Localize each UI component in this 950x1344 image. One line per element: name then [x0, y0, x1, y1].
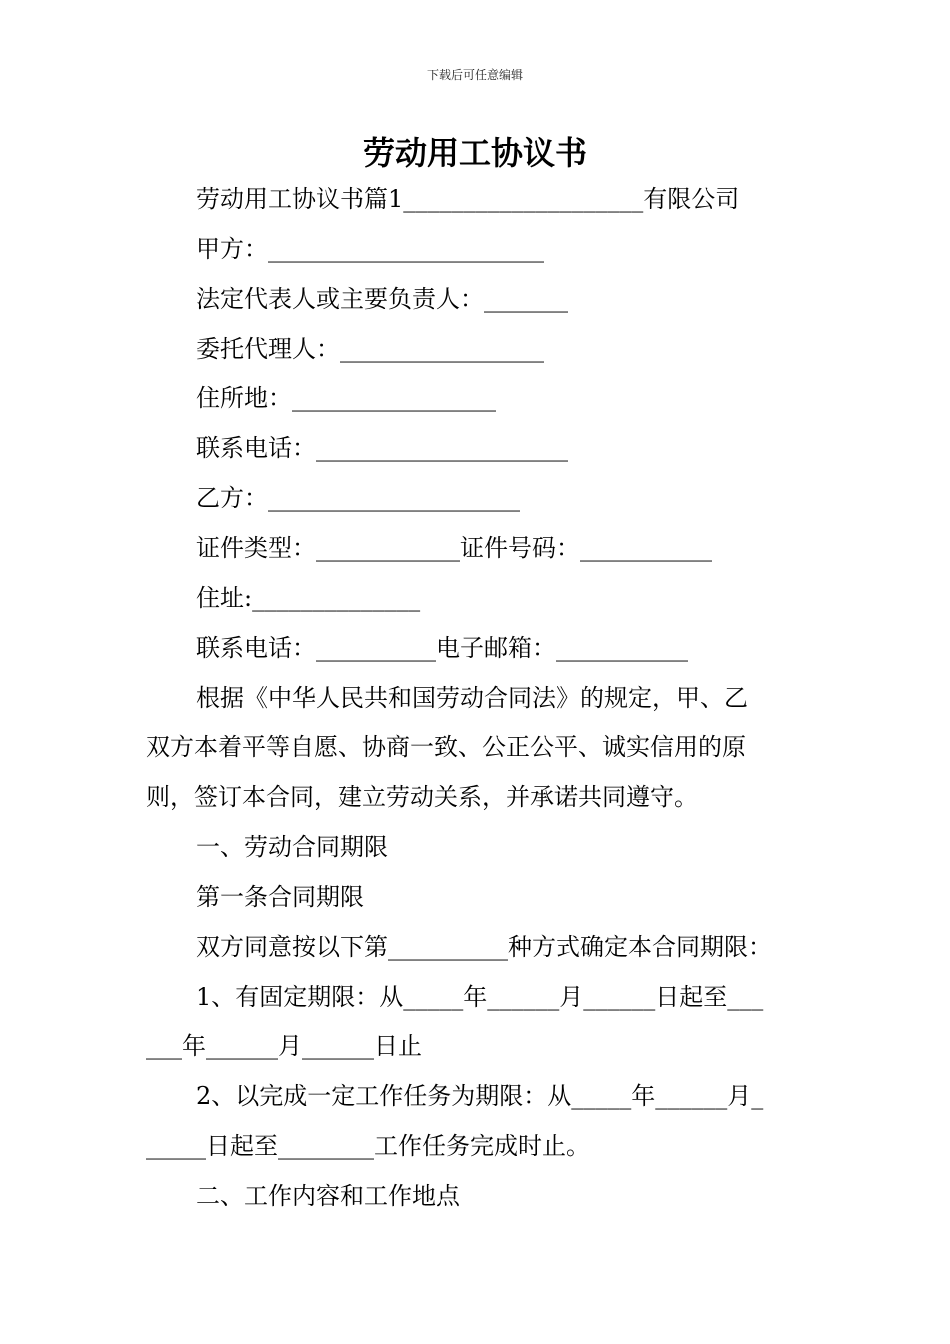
page-header: 下载后可任意编辑 [426, 68, 523, 82]
line-phone-a: 联系电话：_____________________ [196, 434, 568, 462]
line-party-a: 甲方：_______________________ [196, 235, 544, 263]
paragraph-line: _____日起至________工作任务完成时止。 [146, 1132, 590, 1160]
paragraph-line: 则，签订本合同，建立劳动关系，并承诺共同遵守。 [146, 783, 698, 811]
line-agent: 委托代理人：_________________ [196, 335, 544, 363]
line-id-type: 证件类型：____________证件号码：___________ [196, 534, 712, 562]
line-party-b: 乙方：_____________________ [196, 484, 520, 512]
paragraph-line: 根据《中华人民共和国劳动合同法》的规定，甲、乙 [196, 684, 748, 712]
line-company: 劳动用工协议书篇1____________________有限公司 [196, 185, 740, 213]
line-phone-email: 联系电话：__________电子邮箱：___________ [196, 634, 688, 662]
line-legal-rep: 法定代表人或主要负责人：_______ [196, 285, 568, 313]
paragraph-line: 双方本着平等自愿、协商一致、公正公平、诚实信用的原 [146, 733, 746, 761]
section-heading: 二、工作内容和工作地点 [196, 1182, 460, 1210]
paragraph-line: 1、有固定期限：从_____年______月______日起至___ [196, 983, 764, 1011]
paragraph-line: 2、以完成一定工作任务为期限：从_____年______月_ [196, 1082, 764, 1110]
paragraph-line: 双方同意按以下第__________种方式确定本合同期限： [196, 933, 772, 961]
document-title: 劳动用工协议书 [362, 134, 587, 172]
line-address-b: 住址:______________ [196, 584, 421, 612]
article-heading: 第一条合同期限 [196, 883, 364, 911]
line-address-a: 住所地：_________________ [196, 384, 496, 412]
section-heading: 一、劳动合同期限 [196, 833, 388, 861]
paragraph-line: ___年______月______日止 [146, 1032, 422, 1060]
